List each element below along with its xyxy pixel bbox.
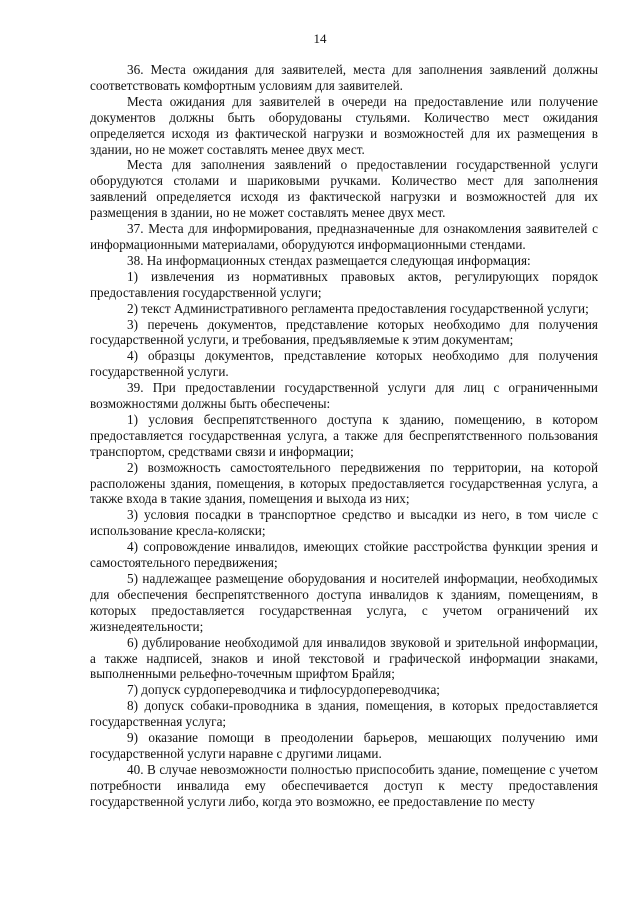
list-item-39-4: 4) сопровождение инвалидов, имеющих стойкие расстройства функции зрения и самостоятельного передвижения; <box>90 539 598 571</box>
list-item-39-9: 9) оказание помощи в преодолении барьеров, мешающих получению ими государственной услуги наравне с другими лицами. <box>90 730 598 761</box>
list-item-39-5: 5) надлежащее размещение оборудования и носителей информации, необходимых для обеспечения беспрепятственного доступа инвалидов к зданиям, помещениям, в которых предоставляется государственная услуга, с учетом ограничений их жизнедеятельности; <box>90 571 598 634</box>
paragraph-36: 36. Места ожидания для заявителей, места для заполнения заявлений должны соответствовать комфортным условиям для заявителей. <box>90 62 598 93</box>
paragraph-37: 37. Места для информирования, предназначенные для ознакомления заявителей с информационными материалами, оборудуются информационными стендами. <box>90 221 598 252</box>
paragraph-filling-places: Места для заполнения заявлений о предоставлении государственной услуги оборудуются столами и шариковыми ручками. Количество мест для заполнения заявлений определяется исходя из фактической нагрузки и возможностей для их размещения в здании, но не может составлять менее двух мест. <box>90 157 598 221</box>
document-body <box>90 62 598 810</box>
list-item-38-3: 3) перечень документов, представление которых необходимо для получения государственной услуги, и требования, предъявляемые к этим документам; <box>90 316 598 348</box>
list-item-39-7: 7) допуск сурдопереводчика и тифлосурдопереводчика; <box>127 682 440 698</box>
list-item-39-8: 8) допуск собаки-проводника в здания, помещения, в которых предоставляется государственная услуга; <box>90 698 598 730</box>
paragraph-waiting-places: Места ожидания для заявителей в очереди на предоставление или получение документов должны быть оборудованы стульями. Количество мест ожидания определяется исходя из фактической нагрузки и возможностей для их размещения в здании, но не может составлять менее двух мест. <box>90 93 598 157</box>
list-item-38-2: 2) текст Административного регламента предоставления государственной услуги; <box>127 300 589 316</box>
list-item-39-6: 6) дублирование необходимой для инвалидов звуковой и зрительной информации, а также надписей, знаков и иной текстовой и графической информации знаками, выполненными рельефно-точечным шрифтом Брайля; <box>90 634 598 682</box>
list-item-38-1: 1) извлечения из нормативных правовых актов, регулирующих порядок предоставления государственной услуги; <box>90 268 598 300</box>
paragraph-38: 38. На информационных стендах размещается следующая информация: <box>127 252 531 268</box>
list-item-39-2: 2) возможность самостоятельного передвижения по территории, на которой расположены здания, помещения, в которых предоставляется государственная услуга, а также входа в такие здания, помещения и выхода из них; <box>90 459 598 507</box>
page-number: 14 <box>313 31 327 46</box>
list-item-39-3: 3) условия посадки в транспортное средство и высадки из него, в том числе с использование кресла-коляски; <box>90 507 598 539</box>
paragraph-40: 40. В случае невозможности полностью приспособить здание, помещение с учетом потребности инвалида ему обеспечивается доступ к месту предоставления государственной услуги либо, когда это возможно, ее предоставление по месту <box>90 761 598 809</box>
list-item-39-1: 1) условия беспрепятственного доступа к зданию, помещению, в котором предоставляется государственная услуга, а также для беспрепятственного пользования транспортом, средствами связи и информации; <box>90 411 598 459</box>
paragraph-39: 39. При предоставлении государственной услуги для лиц с ограниченными возможностями должны быть обеспечены: <box>90 380 598 412</box>
list-item-38-4: 4) образцы документов, представление которых необходимо для получения государственной услуги. <box>90 348 598 380</box>
